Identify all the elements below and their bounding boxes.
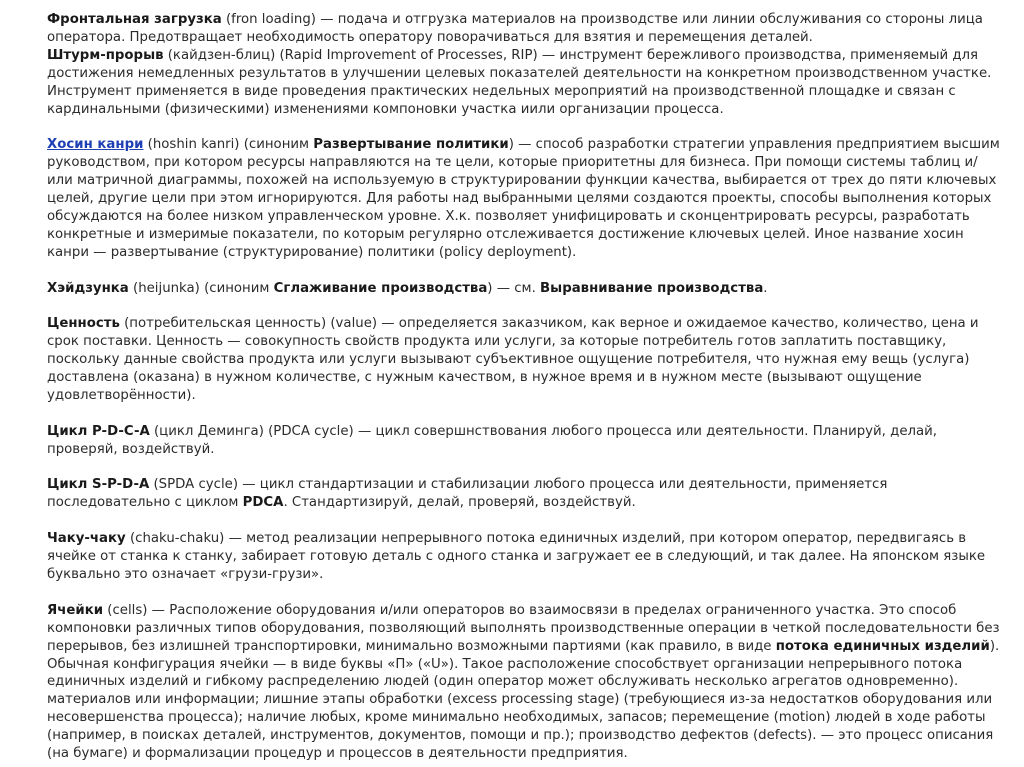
definition-cells-part2: ). Обычная конфигурация ячейки — в виде буквы «П» («U»). Такое расположение способствует организации непрерывного потока единичных изделий и гибкому распределению людей (один оператор может обслуживать несколько агрегатов одновременно). материалов или информации; лишние этапы обработки (excess processing stage) (требующиеся из-за недостатков оборудования или несовершенства процесса); наличие любых, кроме минимально необходимых, запасов; перемещение (motion) людей в ходе работы (например, в поисках деталей, инструментов, документов, помощи и пр.); производство дефектов (defects). — это процесс описания (на бумаге) и формализации процедур и процессов в деятельности предприятия.: [47, 638, 1000, 762]
synonym-hoshin-kanri: Развертывание политики: [313, 137, 509, 153]
definition-hoshin-kanri-part2: ) — способ разработки стратегии управления предприятием высшим руководством, при котором ресурсы направляются на те цели, которые приоритетны для бизнеса. При помощи системы таблиц и/или матричной диаграммы, похожей на используемую в структурировании функции качества, выбирается от трех до пяти ключевых целей, другие цели при этом игнорируются. Для работы над выбранными целями создаются проекты, способы выполнения которых обсуждаются на более низком управленческом уровне. Х.к. позволяет унифицировать и сконцентрировать ресурсы, разработать конкретные и измеримые показатели, по которым регулярно отслеживается достижение ключевых целей. Иное название хосин канри — развертывание (структурирование) политики (policy deployment).: [47, 137, 1000, 260]
entry-hoshin-kanri: [47, 136, 1002, 261]
definition-heijunka-part2: ) — см.: [487, 280, 541, 296]
entry-heijunka: [47, 280, 1002, 298]
glossary-document: [47, 11, 1002, 763]
term-spda: Цикл S-P-D-A: [47, 477, 150, 493]
definition-spda-part2: . Стандартизируй, делай, проверяй, воздействуй.: [283, 495, 636, 511]
reference-single-piece-flow: потока единичных изделий: [775, 638, 990, 654]
definition-heijunka-part1: (heijunka) (синоним: [128, 280, 274, 296]
definition-kaizen-blitz: (кайдзен-блиц) (Rapid Improvement of Processes, RIP) — инструмент бережливого производства, применяемый для достижения немедленных результатов в улучшении целевых показателей деятельности на конкретном производственном участке. Инструмент применяется в виде проведения практических недельных мероприятий на производственной площадке и связан с кардинальными (физическими) изменениями компоновки участка иили организации процесса.: [47, 47, 992, 117]
entry-cells: [47, 602, 1002, 763]
definition-chaku-chaku: (chaku-chaku) — метод реализации непрерывного потока единичных изделий, при котором оператор, передвигаясь в ячейке от станка к станку, забирает готовую деталь с одного станка и загружает ее в следующий, и так далее. На японском языке буквально это означает «грузи-грузи».: [47, 531, 986, 582]
term-heijunka: Хэйдзунка: [47, 280, 129, 296]
definition-spda-part1: (SPDA cycle) — цикл стандартизации и стабилизации любого процесса или деятельности, применяется последовательно с циклом: [47, 477, 888, 511]
hoshin-kanri-link[interactable]: Хосин канри: [47, 137, 144, 153]
term-pdca: Цикл P-D-C-A: [47, 423, 150, 439]
reference-pdca: PDCA: [242, 495, 284, 511]
definition-pdca: (цикл Деминга) (PDCA cycle) — цикл совершнствования любого процесса или деятельности. Планируй, делай, проверяй, воздействуй.: [47, 423, 938, 457]
definition-cells-part1: (cells) — Расположение оборудования и/или операторов во взаимосвязи в пределах ограниченного участка. Это способ компоновки различных типов оборудования, позволяющий выполнять производственные операции в четкой последовательности без перерывов, без излишней транспортировки, минимально возможными партиями (как правило, в виде: [47, 602, 1000, 654]
definition-hoshin-kanri-part1: (hoshin kanri) (синоним: [143, 137, 314, 153]
entry-kaizen-blitz: [47, 47, 1002, 119]
term-chaku-chaku: Чаку-чаку: [47, 531, 126, 547]
term-cells: Ячейки: [47, 602, 104, 618]
entry-front-loading: [47, 11, 1002, 47]
see-reference-heijunka: Выравнивание производства: [540, 280, 764, 296]
entry-value: [47, 315, 1002, 405]
entry-chaku-chaku: [47, 530, 1002, 584]
entry-spda: [47, 476, 1002, 512]
entry-pdca: [47, 423, 1002, 459]
synonym-heijunka: Сглаживание производства: [273, 280, 488, 296]
definition-front-loading: (fron loading) — подача и отгрузка материалов на производстве или линии обслуживания со стороны лица оператора. Предотвращает необходимость оператору поворачиваться для взятия и перемещения деталей.: [47, 12, 983, 45]
definition-value: (потребительская ценность) (value) — определяется заказчиком, как верное и ожидаемое качество, количество, цена и срок поставки. Ценность — совокупность свойств продукта или услуги, за которые потребитель готов заплатить поставщику, поскольку данные свойства продукта или услуги вызывают субъективное ощущение потребителя, что нужная ему вещь (услуга) доставлена (оказана) в нужном количестве, с нужным качеством, в нужное время и в нужном месте (вызывают ощущение удовлетворённости).: [47, 316, 979, 403]
definition-heijunka-part3: .: [763, 280, 768, 296]
term-kaizen-blitz: Штурм-прорыв: [47, 47, 164, 63]
term-value: Ценность: [47, 316, 120, 332]
term-front-loading: Фронтальная загрузка: [47, 12, 222, 27]
